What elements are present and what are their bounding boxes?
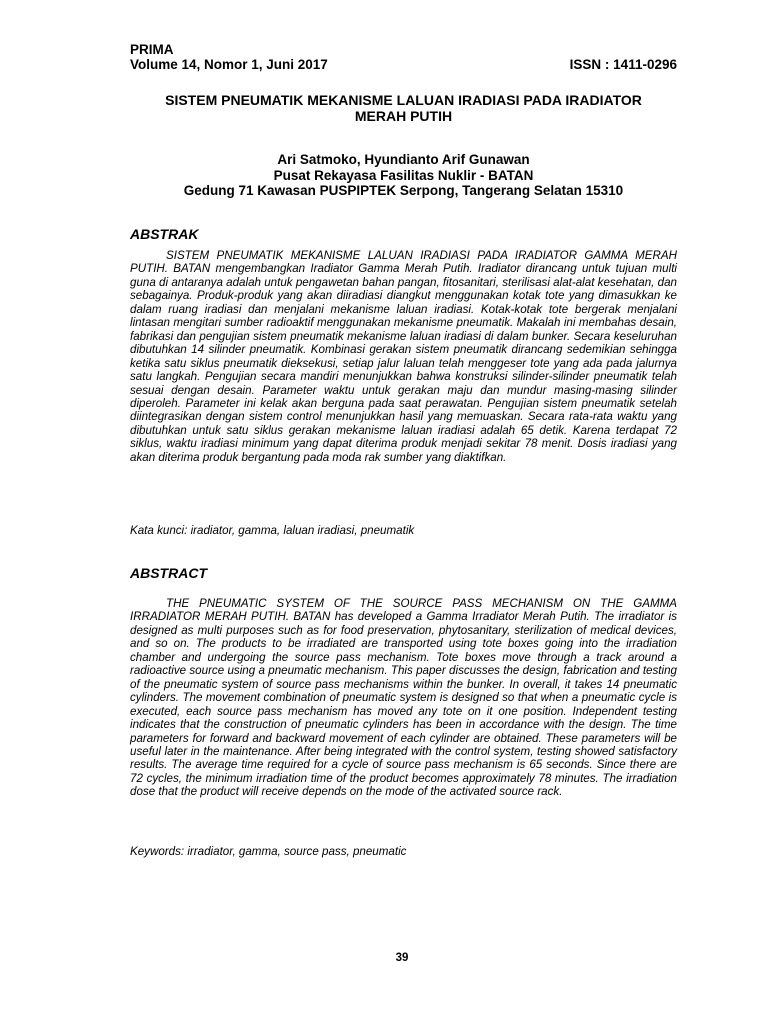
author-institution: Pusat Rekayasa Fasilitas Nuklir - BATAN <box>273 167 534 183</box>
author-address: Gedung 71 Kawasan PUSPIPTEK Serpong, Tangerang Selatan 15310 <box>183 183 624 198</box>
journal-volume: Volume 14, Nomor 1, Juni 2017 <box>130 57 328 72</box>
abstrak-heading: ABSTRAK <box>130 226 199 242</box>
journal-issue-row <box>130 57 677 73</box>
abstrak-body: SISTEM PNEUMATIK MEKANISME LALUAN IRADIASI PADA IRADIATOR GAMMA MERAH PUTIH. BATAN mengembangkan Iradiator Gamma Merah Putih. Iradiator dirancang untuk tujuan multi guna di antaranya adalah untuk pengawetan bahan pangan, fitosanitari, sterilisasi alat-alat kesehatan, dan sebagainya. Produk-produk yang akan diiradiasi diangkut menggunakan kotak tote yang dimasukkan ke dalam ruang iradiasi dan menjalani mekanisme laluan iradiasi. Kotak-kotak tote bergerak menjalani lintasan mengitari sumber radioaktif menggunakan mekanisme pneumatik. Makalah ini membahas desain, fabrikasi dan pengujian sistem pneumatik mekanisme laluan iradiasi di dalam bunker. Secara keseluruhan dibutuhkan 14 silinder pneumatik. Kombinasi gerakan sistem pneumatik dirancang sedemikian sehingga ketika satu siklus pneumatik dieksekusi, setiap jalur laluan telah menggeser tote yang ada pada jalurnya satu langkah. Pengujian secara mandiri menunjukkan bahwa konstruksi silinder-silinder pneumatik telah sesuai dengan desain. Parameter waktu untuk gerakan maju dan mundur masing-masing silinder diperoleh. Parameter ini kelak akan berguna pada saat perawatan. Pengujian sistem pneumatik setelah diintegrasikan dengan sistem control menunjukkan hasil yang memuaskan. Secara rata-rata waktu yang dibutuhkan untuk satu siklus gerakan mekanisme laluan iradiasi adalah 65 detik. Karena terdapat 72 siklus, waktu iradiasi minimum yang dapat diterima produk menjadi sekitar 78 menit. Dosis iradiasi yang akan diterima produk bergantung pada moda rak sumber yang diaktifkan. <box>130 249 677 464</box>
abstract-keywords: Keywords: irradiator, gamma, source pass, pneumatic <box>130 845 407 858</box>
journal-issn: ISSN : 1411-0296 <box>569 57 677 72</box>
abstract-heading: ABSTRACT <box>130 565 207 581</box>
journal-name: PRIMA <box>130 42 174 57</box>
abstrak-keywords: Kata kunci: iradiator, gamma, laluan iradiasi, pneumatik <box>130 524 415 537</box>
paper-title <box>130 92 677 124</box>
author-block <box>130 152 677 199</box>
paper-title-line-2: MERAH PUTIH <box>354 108 453 124</box>
paper-title-line-1: SISTEM PNEUMATIK MEKANISME LALUAN IRADIASI PADA IRADIATOR <box>165 92 642 108</box>
author-names: Ari Satmoko, Hyundianto Arif Gunawan <box>277 152 530 167</box>
page-number: 39 <box>395 952 409 964</box>
abstract-body: THE PNEUMATIC SYSTEM OF THE SOURCE PASS MECHANISM ON THE GAMMA IRRADIATOR MERAH PUTIH. BATAN has developed a Gamma Irradiator Merah Putih. The irradiator is designed as multi purposes such as for food preservation, phytosanitary, sterilization of medical devices, and so on. The products to be irradiated are transported using tote boxes going into the irradiation chamber and undergoing the source pass mechanism. Tote boxes move through a track around a radioactive source using a pneumatic mechanism. This paper discusses the design, fabrication and testing of the pneumatic system of source pass mechanisms within the bunker. In overall, it takes 14 pneumatic cylinders. The movement combination of pneumatic system is designed so that when a pneumatic cycle is executed, each source pass mechanism has moved any tote on it one position. Independent testing indicates that the construction of pneumatic cylinders has been in accordance with the design. The time parameters for forward and backward movement of each cylinder are obtained. These parameters will be useful later in the maintenance. After being integrated with the control system, testing showed satisfactory results. The average time required for a cycle of source pass mechanism is 65 seconds. Since there are 72 cycles, the minimum irradiation time of the product becomes approximately 78 minutes. The irradiation dose that the product will receive depends on the mode of the activated source rack. <box>130 597 677 799</box>
